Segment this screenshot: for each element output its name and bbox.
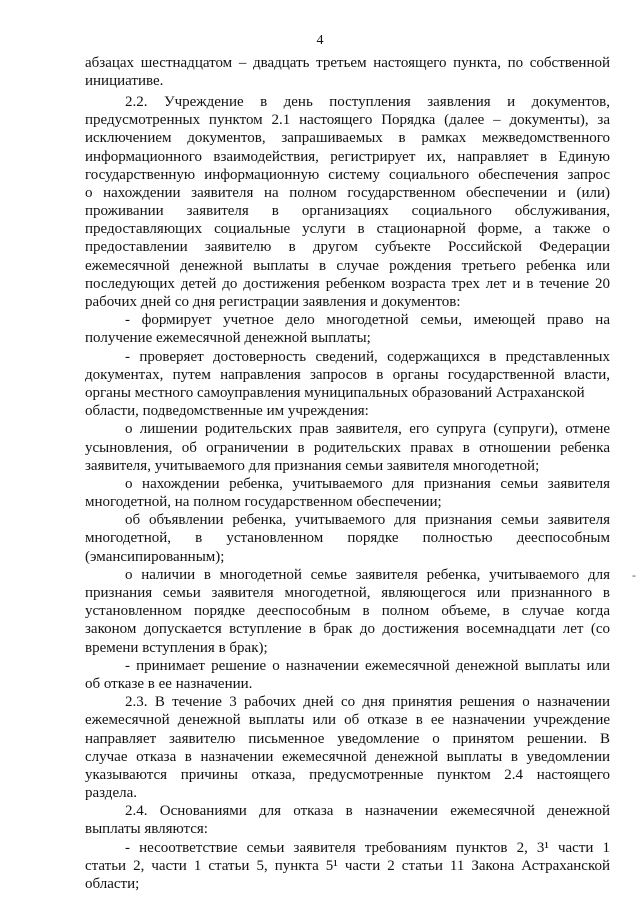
text-line: об отказе в ее назначении. (85, 675, 253, 692)
text-line: (эмансипированным); (85, 548, 225, 565)
page-number: 4 (316, 33, 324, 48)
text-line: о нахождении ребенка, учитываемого для признания семьи заявителя (125, 475, 610, 492)
text-line: области, подведомственные им учреждения: (85, 403, 369, 420)
text-line: направляет заявителю письменное уведомление о принятом решении. В (85, 730, 610, 747)
text-line: государственную информационную систему социального обеспечения запрос (85, 166, 610, 183)
text-line: - несоответствие семьи заявителя требованиям пунктов 2, 3¹ части 1 (125, 839, 610, 856)
text-line: ежемесячной денежной выплаты или об отказе в ее назначении учреждение (85, 712, 610, 729)
text-line: о лишении родительских прав заявителя, его супруга (супруги), отмене (125, 421, 610, 438)
text-line: многодетной, в установленном порядке полностью дееспособным (85, 530, 610, 547)
text-line: предоставлении заявителю в другом субъекте Российской Федерации (85, 239, 610, 256)
text-line: - принимает решение о назначении ежемесячной денежной выплаты или (125, 657, 610, 674)
text-line: 2.2. Учреждение в день поступления заявления и документов, (125, 93, 610, 110)
text-line: информационного взаимодействия, регистрирует их, направляет в Единую (85, 148, 610, 165)
margin-mark: - (632, 568, 636, 582)
text-line: предоставляющих социальные услуги в стационарной форме, а также о (85, 221, 610, 238)
text-line: получение ежемесячной денежной выплаты; (85, 330, 371, 347)
text-line: 2.4. Основаниями для отказа в назначении ежемесячной денежной (125, 803, 610, 820)
text-line: законом допускается вступление в брак до достижения восемнадцати лет (со (85, 621, 610, 638)
text-line: документах, путем направления запросов в органы государственной власти, (85, 366, 610, 383)
text-line: абзацах шестнадцатом – двадцать третьем настоящего пункта, по собственной (85, 55, 610, 71)
text-line: выплаты являются: (85, 821, 208, 838)
text-line: ежемесячной денежной выплаты в случае рождения третьего ребенка или (85, 257, 610, 274)
text-line: последующих детей до достижения ребенком возраста трех лет и в течение 20 (85, 275, 610, 292)
text-line: установленном порядке дееспособным в полном объеме, в случае когда (85, 603, 610, 620)
text-line: - формирует учетное дело многодетной семьи, имеющей право на (125, 312, 610, 329)
text-line: признания семьи заявителя многодетной, являющегося или признанного в (85, 585, 610, 602)
text-line: предусмотренных пунктом 2.1 настоящего Порядка (далее – документы), за (85, 112, 610, 129)
text-line: о наличии в многодетной семье заявителя ребенка, учитываемого для (125, 566, 610, 583)
text-line: проживании заявителя в организациях социального обслуживания, (85, 203, 610, 220)
text-line: статьи 2, части 1 статьи 5, пункта 5¹ части 2 статьи 11 Закона Астраханской (85, 857, 610, 874)
text-line: указываются причины отказа, предусмотренные пунктом 2.4 настоящего (85, 766, 610, 783)
text-line: многодетной, на полном государственном обеспечении; (85, 494, 442, 511)
text-line: исключением документов, запрашиваемых в рамках межведомственного (85, 130, 610, 147)
text-line: инициативе. (85, 73, 164, 90)
text-line: - проверяет достоверность сведений, содержащихся в представленных (125, 348, 610, 365)
text-line: усыновления, об ограничении в родительских правах в отношении ребенка (85, 439, 610, 456)
text-line: об объявлении ребенка, учитываемого для признания семьи заявителя (125, 512, 610, 529)
document-body (85, 54, 610, 893)
text-line: рабочих дней со дня регистрации заявления и документов: (85, 294, 461, 311)
text-line: случае отказа в назначении ежемесячной денежной выплаты в уведомлении (85, 748, 610, 765)
text-line: времени вступления в брак); (85, 639, 268, 656)
text-line: органы местного самоуправления муниципальных образований Астраханской (85, 384, 585, 401)
text-line: 2.3. В течение 3 рабочих дней со дня принятия решения о назначении (125, 694, 610, 711)
text-line: области; (85, 876, 140, 893)
text-line: раздела. (85, 785, 137, 802)
text-line: о нахождении заявителя на полном государственном обеспечении и (или) (85, 184, 610, 201)
text-line: заявителя, учитываемого для признания семьи заявителя многодетной; (85, 457, 540, 474)
